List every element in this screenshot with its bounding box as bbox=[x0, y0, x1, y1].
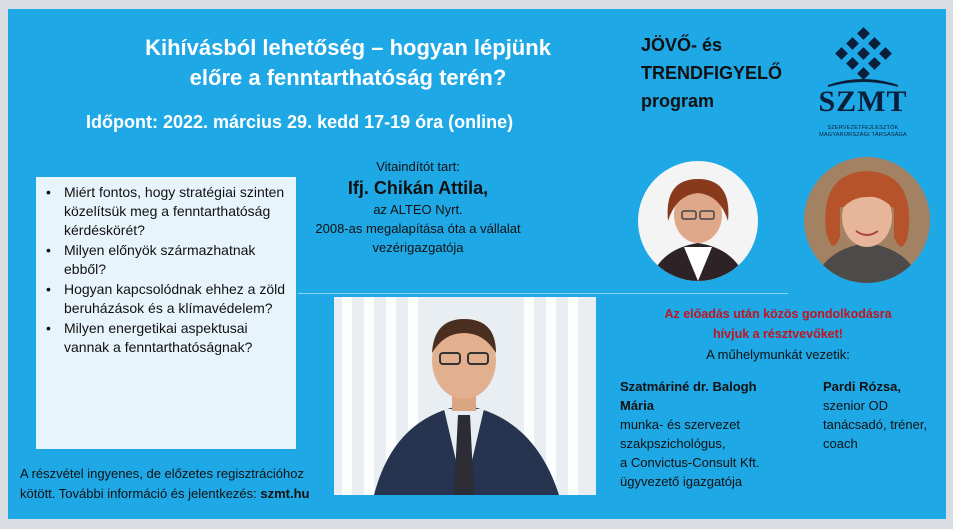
invitation-text bbox=[628, 304, 928, 344]
moderator1-desc-2: szakpszichológus, bbox=[620, 436, 726, 451]
invite-line-2: hívjuk a résztvevőket! bbox=[713, 327, 843, 341]
website-link[interactable]: szmt.hu bbox=[260, 486, 310, 501]
moderator1-desc-3: a Convictus-Consult Kft. bbox=[620, 455, 760, 470]
moderator2-photo bbox=[804, 157, 930, 283]
speaker-intro: Vitaindítót tart: bbox=[376, 159, 460, 174]
event-date: Időpont: 2022. március 29. kedd 17-19 óra (online) bbox=[86, 112, 514, 132]
footer-line-2: kötött. További információ és jelentkezés: bbox=[20, 486, 261, 501]
program-line-2: TRENDFIGYELŐ bbox=[641, 63, 783, 83]
title-line-1: Kihívásból lehetőség – hogyan lépjünk bbox=[145, 35, 551, 60]
invite-line-1: Az előadás után közös gondolkodásra bbox=[664, 307, 892, 321]
moderator1-photo bbox=[638, 161, 758, 281]
speaker-photo bbox=[334, 297, 596, 495]
moderator1-info bbox=[620, 377, 810, 491]
speaker-info bbox=[308, 157, 528, 257]
questions-list bbox=[36, 177, 296, 357]
event-banner bbox=[8, 9, 946, 519]
logo-text: SZMT bbox=[818, 85, 908, 118]
moderator2-name: Pardi Rózsa, bbox=[823, 379, 902, 394]
moderator1-desc-1: munka- és szervezet bbox=[620, 417, 740, 432]
question-item: • Miért fontos, hogy stratégiai szinten közelítsük meg a fenntarthatóság kérdéskörét? bbox=[64, 183, 290, 240]
question-item: • Milyen energetikai aspektusai vannak a fenntarthatóságnak? bbox=[64, 319, 290, 357]
szmt-logo bbox=[808, 27, 938, 137]
moderator2-desc-2: tanácsadó, tréner, bbox=[823, 417, 928, 432]
speaker-name: Ifj. Chikán Attila, bbox=[347, 178, 489, 198]
leaders-label: A műhelymunkát vezetik: bbox=[706, 347, 850, 362]
moderator1-desc-4: ügyvezető igazgatója bbox=[620, 474, 743, 489]
program-line-1: JÖVŐ- és bbox=[641, 35, 723, 55]
event-title bbox=[68, 33, 628, 93]
registration-info bbox=[20, 464, 320, 504]
logo-subtitle-2: MAGYARORSZÁGI TÁRSASÁGA bbox=[819, 132, 907, 138]
question-item: • Hogyan kapcsolódnak ehhez a zöld beruházások és a klímavédelem? bbox=[64, 280, 290, 318]
moderator2-desc-3: coach bbox=[823, 436, 858, 451]
logo-subtitle-1: SZERVEZETFEJLESZTŐK bbox=[827, 125, 899, 131]
speaker-line-3: vezérigazgatója bbox=[372, 240, 464, 255]
question-item: • Milyen előnyök származhatnak ebből? bbox=[64, 241, 290, 279]
logo-emblem-icon bbox=[808, 27, 918, 89]
questions-box bbox=[36, 177, 296, 449]
divider-line bbox=[298, 293, 788, 294]
moderator1-name-1: Szatmáriné dr. Balogh bbox=[620, 379, 757, 394]
moderator1-name-2: Mária bbox=[620, 398, 654, 413]
speaker-line-1: az ALTEO Nyrt. bbox=[373, 202, 463, 217]
program-line-3: program bbox=[641, 91, 715, 111]
moderator2-info bbox=[823, 377, 946, 453]
title-line-2: előre a fenntarthatóság terén? bbox=[189, 65, 507, 90]
footer-line-1: A részvétel ingyenes, de előzetes regisztrációhoz bbox=[20, 466, 304, 481]
moderator2-desc-1: szenior OD bbox=[823, 398, 889, 413]
program-name bbox=[641, 31, 782, 115]
speaker-line-2: 2008-as megalapítása óta a vállalat bbox=[315, 221, 521, 236]
